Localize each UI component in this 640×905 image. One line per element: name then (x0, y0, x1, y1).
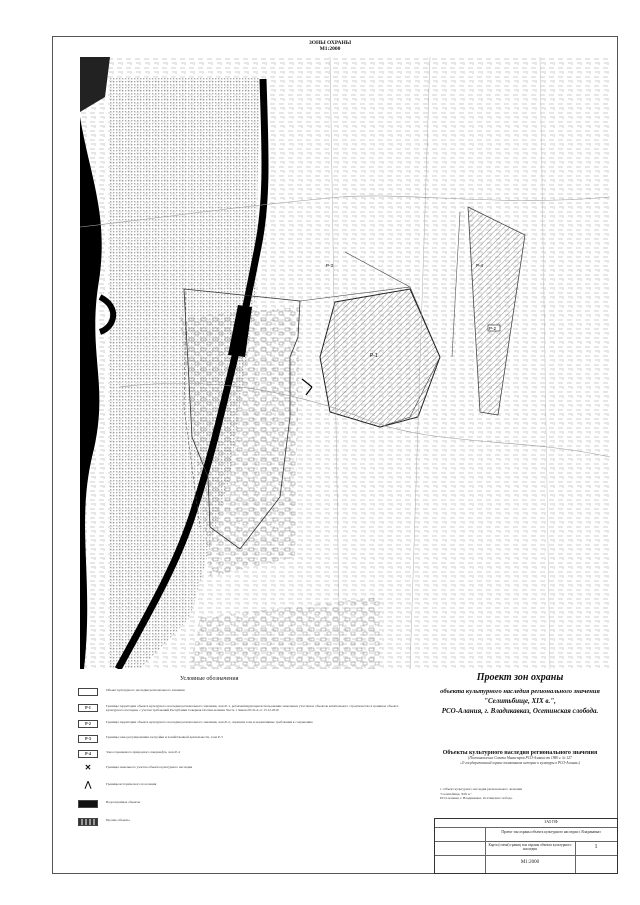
legend-swatch: Р-2 (78, 720, 98, 728)
header-title: ЗОНЫ ОХРАНЫ (308, 40, 352, 46)
zone-r2-label: Р-2 (489, 326, 497, 331)
stamp-row1: Проект зон охраны объекта культурного наследия г. Владикавказ (501, 830, 601, 834)
project-subtitle: объекта культурного наследия регионального значения (440, 688, 600, 695)
legend-swatch: Р-1 (78, 704, 98, 712)
legend-item-text: Границы территории объекта культурного наследия регионального значения, зона Р-2, охранная зона и нормативные требования к сохранению (106, 720, 313, 724)
legend-swatch: ⋀ (84, 780, 92, 789)
object-block-title: Объекты культурного наследия регионального значения (442, 750, 598, 756)
legend-item-text: Водоохранные объекты (106, 800, 141, 804)
zone-r4-label: Р-4 (476, 263, 484, 268)
project-title: Проект зон охраны (476, 672, 564, 683)
object-list-item: 1. Объект культурного наследия регионального значения (440, 787, 523, 791)
title-block-stamp (434, 818, 618, 874)
legend-swatch: Р-3 (78, 735, 98, 743)
legend-item-text: Объект культурного наследия регионального значения (106, 688, 185, 692)
object-block (420, 750, 620, 766)
object-list (440, 787, 610, 801)
object-block-line2: «О государственной охране памятников истории и культуры в РСО-Алания») (459, 761, 581, 765)
stamp-scale: М1:2000 (520, 860, 540, 865)
legend-swatch: ✕ (84, 763, 92, 772)
zone-r3-label: Р-3 (326, 263, 334, 268)
object-location: РСО-Алания, г. Владикавказ, Осетинская слобода. (441, 707, 599, 715)
zone-r1-label: Р-1 (370, 353, 378, 359)
object-list-item: РСО-Алания, г. Владикавказ, Осетинская слобода. (440, 796, 513, 801)
stamp-vdivider (485, 827, 486, 873)
legend-swatch (78, 688, 98, 696)
legend-swatch: Р-4 (78, 750, 98, 758)
legend-title: Условные обозначения (180, 676, 239, 682)
legend-item-text: Границы территории объекта культурного наследия регионального значения, зона Р-1, регламентирующая использование земельных участков и объектов капитального строительства в границах объекта культурного наследия, с учетом требований Республики Северная Осетия-Алания. Часть 1 Закона РСО-А от 15.12.2010 (106, 704, 399, 713)
object-list-item: "Селитьбище, XIX в." (440, 791, 472, 796)
project-title-block (420, 672, 620, 716)
legend-swatch (78, 818, 98, 826)
stamp-sheet: 1 (594, 844, 598, 850)
sheet-header (250, 40, 410, 52)
legend-item-text: Границы зоны регулирования застройки и хозяйственной деятельности, зона Р-3 (106, 735, 223, 739)
legend-item-text: Зона охраняемого природного ландшафта, зона Р-4 (106, 750, 181, 754)
stamp-divider (435, 827, 617, 828)
legend-item-text: Прочие объекты (106, 818, 130, 822)
legend-swatch (78, 800, 98, 808)
stamp-divider (435, 841, 617, 842)
object-block-line1: (Постановление Совета Министров РСО-Алания от 1980 г. № 127 (468, 756, 572, 760)
legend-item-text: Границы земельного участка объекта культурного наследия (106, 765, 193, 769)
stamp-org: ЗАО ПФ (544, 820, 558, 824)
header-scale: М1:2000 (319, 46, 341, 52)
stamp-divider (435, 855, 617, 856)
stamp-row2: Карта (схема) границ зон охраны объекта культурного наследия (488, 843, 572, 851)
stamp-vdivider (575, 841, 576, 873)
object-name: "Селитьбище, XIX в.", (484, 697, 556, 705)
legend-item-text: Границы исторического поселения (106, 782, 157, 786)
map-canvas[interactable] (80, 57, 610, 669)
